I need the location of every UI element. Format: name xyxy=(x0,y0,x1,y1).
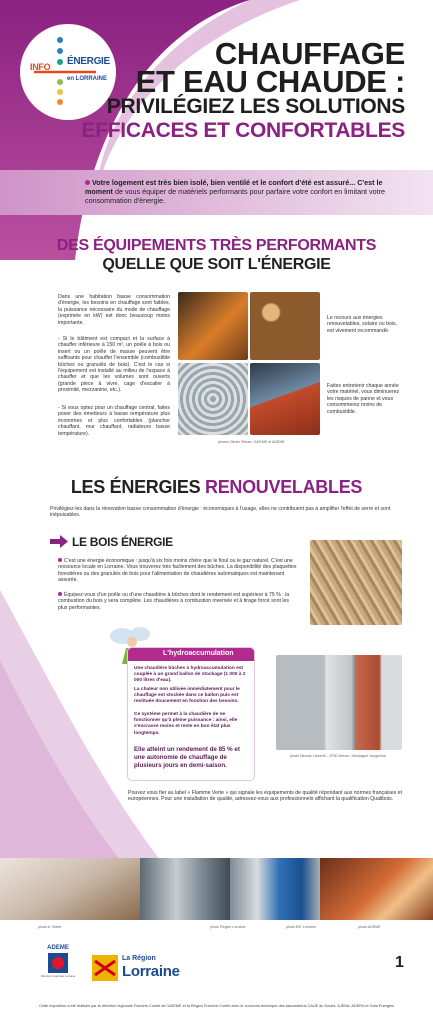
bois-b2-block xyxy=(58,592,298,611)
section1-title-line2: QUELLE QUE SOIT L'ÉNERGIE xyxy=(102,256,331,273)
hydro-box-p4: Elle atteint un rendement de 85 % et une autonomie de chauffage de plusieurs jours en demi-saison. xyxy=(134,746,240,769)
bois-b1: C'est une énergie économique : jusqu'à six fois moins chère que le fioul ou le gaz naturel. C'est une ressource locale en Lorraine. Vous trouverez très facilement des bûches. La disponibilité des plaquettes forestières ou des granulés de bois pour l'alimentation de chaudières automatiques est maintenant assurée. xyxy=(58,558,297,584)
photo-strip xyxy=(0,858,433,920)
strip-credit-2: photo Région Lorraine xyxy=(210,925,246,929)
hydro-box-p1: Une chaudière bûches à hydroaccumulation est couplée à un grand ballon de stockage (1 000 à 2 000 litres d'eau). xyxy=(134,666,246,684)
hydro-box xyxy=(128,648,254,780)
bullet-icon xyxy=(58,558,62,562)
marianne-icon xyxy=(40,953,76,975)
info-energie-logo xyxy=(20,24,116,120)
bullet-icon xyxy=(85,180,90,185)
bois-label: Pouvez vous fier au label « Flamme Verte » qui signale les équipements de qualité répondant aux normes françaises et européennes. Pour une installation de qualité, adressez-vous aux professionnels affichant la qualification Qualibois. xyxy=(128,790,402,803)
section2-title-b: RENOUVELABLES xyxy=(205,477,363,497)
region-emblem-icon xyxy=(92,955,118,981)
strip-credit-4: photo ADEME xyxy=(358,925,381,929)
photo-pellets xyxy=(310,540,402,625)
photo-technician xyxy=(250,363,320,435)
section1-photo-credit: photos Olivier Sébart / ADEME et ADEME xyxy=(218,440,285,444)
photo-wood-stove xyxy=(178,292,248,360)
strip-photo-boilers xyxy=(230,858,320,920)
photo-boiler-tank xyxy=(276,655,402,750)
logo-dots-icon xyxy=(20,24,116,120)
title-line4: EFFICACES ET CONFORTABLES xyxy=(81,119,405,142)
section1-side2: Faites entretenir chaque année votre matériel, vous diminuerez les risques de panne et vous consommerez moins de combustible. xyxy=(327,383,400,415)
page-number: 1 xyxy=(395,954,404,971)
title-line3: PRIVILÉGIEZ LES SOLUTIONS xyxy=(106,95,405,118)
bois-title: LE BOIS ÉNERGIE xyxy=(72,535,173,549)
logo-info: INFO xyxy=(30,62,51,72)
logo-energie: ÉNERGIE xyxy=(67,56,110,67)
photo-log-pile xyxy=(250,292,320,360)
section1-side1: Le recours aux énergies renouvelables, solaire ou bois, est vivement recommandé. xyxy=(327,315,398,334)
bullet-icon xyxy=(58,592,62,596)
section1-p3: - Si vous optez pour un chauffage central, faites poser des émetteurs à basse température plus économes et plus confortables (plancher chauffant, mur chauffant, radiateurs basse température). xyxy=(58,405,170,437)
arrow-right-icon xyxy=(50,535,68,548)
ademe-label: ADEME xyxy=(47,945,69,951)
strip-credit-1: photo A. Warlé xyxy=(38,925,62,929)
section1-title-line1: DES ÉQUIPEMENTS TRÈS PERFORMANTS xyxy=(56,237,377,254)
region-big: Lorraine xyxy=(122,963,180,980)
strip-photo-fireplace xyxy=(320,858,433,920)
intro-rest: de vous équiper de matériels performants pour parfaire votre confort en limitant votre consommation d'énergie. xyxy=(85,187,386,205)
bois-photo-credit: photo Nicolas Lieberth - CPIE Meuse / Montagne Vosgienne xyxy=(290,754,386,758)
hydro-box-p3: Ce système permet à la chaudière de ne fonctionner qu'à pleine puissance : ainsi, elle s'encrasse moins et reste en bon état plus longtemps. xyxy=(134,712,238,736)
hydro-box-p2: La chaleur non utilisée immédiatement pour le chauffage est stockée dans ce ballon puis est restituée doucement en fonction des besoins. xyxy=(134,687,240,705)
section2-intro: Privilégiez-les dans la rénovation basse consommation d'énergie : économiques à l'usage, elles ne contribuent pas à amplifier l'effet de serre et sont inépuisables. xyxy=(50,506,391,519)
strip-credit-3: photo EIE Lorraine xyxy=(286,925,316,929)
intro-highlight: Votre logement est très bien isolé, bien ventilé et le confort d'été est assuré... C'est le moment xyxy=(85,178,383,196)
bois-b2: Équipez-vous d'un poêle ou d'une chaudière à bûches dont le rendement est supérieur à 75 % : la combustion du bois y sera complète. Les chaudières à combustion inversée et à tirage forcé sont les plus performantes. xyxy=(58,592,290,611)
region-small: La Région xyxy=(122,955,156,962)
section1-p1: Dans une habitation basse consommation d'énergie, les besoins en chauffage sont faibles, la puissance nécessaire du mode de chauffage (exprimée en kW) est donc beaucoup moins importante. xyxy=(58,294,170,326)
photo-floor-heating xyxy=(178,363,248,435)
bois-b1-block xyxy=(58,558,298,584)
section1-p2: - Si le bâtiment est compact et la surface à chauffer inférieure à 150 m², un poêle à bois ou insert ou un poêle de masse peuvent être suffisants pour chauffer l'ensemble (combustible bûches ou granulés de bois). C'est le cas si l'équipement est installé au milieu de l'espace à chauffer et que les volumes sont ouverts (grande pièce à vivre, cage d'escalier à proximité, mezzanine, etc.). xyxy=(58,336,170,394)
hydro-box-title: L'hydroaccumulation xyxy=(163,650,234,657)
ademe-sub: Direction régionale Lorraine xyxy=(40,974,76,978)
intro-text xyxy=(85,178,405,205)
strip-photo-silo xyxy=(140,858,230,920)
region-lorraine-logo xyxy=(92,955,202,983)
footer-credit: Cette exposition a été réalisée par la direction régionale Franche-Comté de l'ADEME et la Région Franche-Comté avec le concours technique des associations CAUE du Doubs, AJENA, ADERA et Gaïa Énergies. xyxy=(39,1004,395,1008)
section2-title-a: LES ÉNERGIES xyxy=(70,477,201,497)
strip-photo-stairs xyxy=(0,858,140,920)
ademe-logo xyxy=(40,945,76,978)
title-line2: ET EAU CHAUDE : xyxy=(135,64,405,99)
section2-title xyxy=(0,477,433,498)
logo-region: en LORRAINE xyxy=(67,76,108,82)
title-line1: CHAUFFAGE xyxy=(214,36,405,71)
